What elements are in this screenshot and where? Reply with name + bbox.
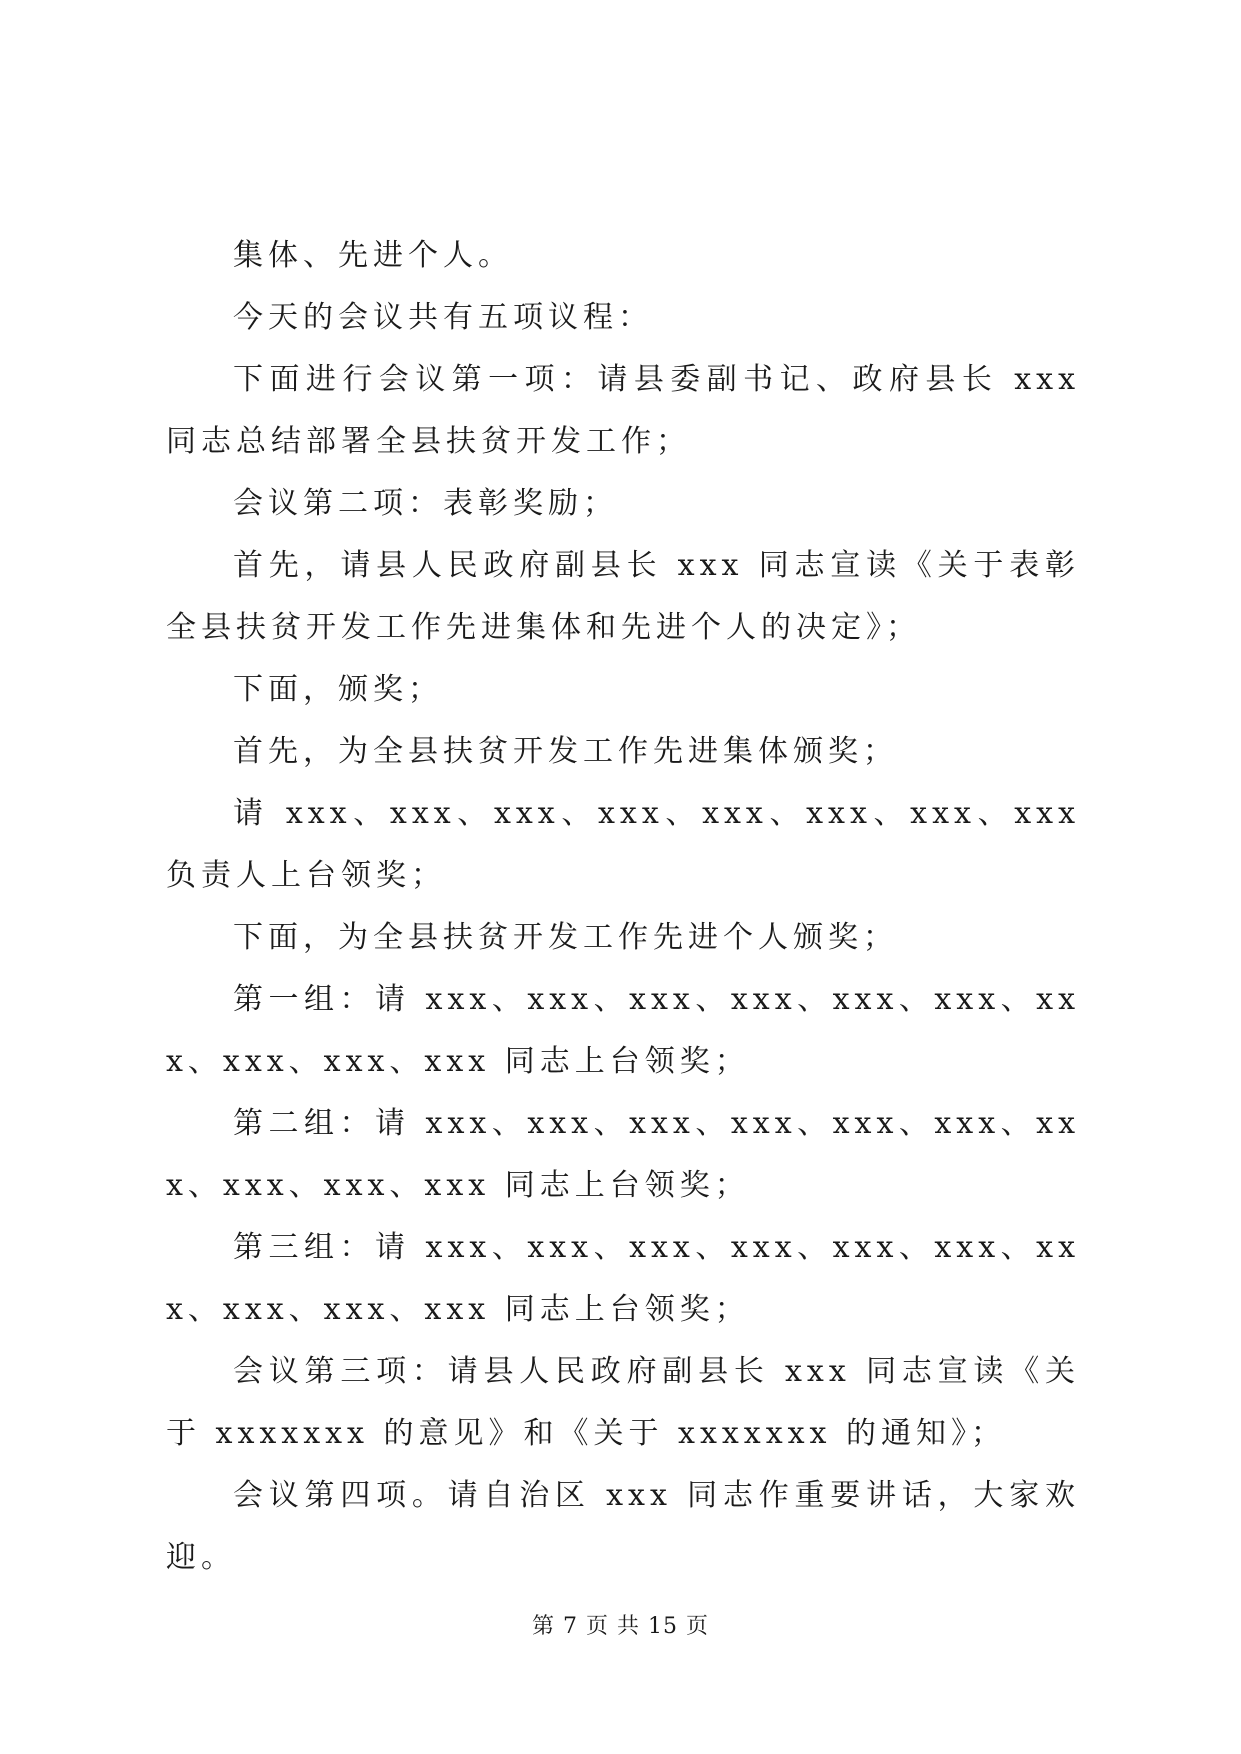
page-number-footer: 第 7 页 共 15 页 [532,1614,709,1639]
paragraph: 下面进行会议第一项：请县委副书记、政府县长 xxx 同志总结部署全县扶贫开发工作； [166,362,1080,459]
paragraph: 请 xxx、xxx、xxx、xxx、xxx、xxx、xxx、xxx 负责人上台领奖； [166,796,1080,893]
document-body [166,225,1080,1589]
paragraph: 下面，颁奖； [233,672,443,707]
paragraph: 会议第四项。请自治区 xxx 同志作重要讲话，大家欢迎。 [166,1478,1080,1575]
paragraph: 会议第三项：请县人民政府副县长 xxx 同志宣读《关于 xxxxxxx 的意见》和《关于 xxxxxxx 的通知》； [166,1354,1080,1451]
paragraph: 第三组：请 xxx、xxx、xxx、xxx、xxx、xxx、xxx、xxx、xxx、xxx 同志上台领奖； [166,1230,1080,1327]
paragraph: 首先，请县人民政府副县长 xxx 同志宣读《关于表彰全县扶贫开发工作先进集体和先进个人的决定》； [166,548,1080,645]
paragraph: 首先，为全县扶贫开发工作先进集体颁奖； [233,734,898,769]
paragraph: 会议第二项：表彰奖励； [233,486,618,521]
paragraph: 今天的会议共有五项议程： [233,300,653,335]
paragraph: 集体、先进个人。 [233,238,513,273]
paragraph: 第一组：请 xxx、xxx、xxx、xxx、xxx、xxx、xxx、xxx、xxx、xxx 同志上台领奖； [166,982,1080,1079]
paragraph: 下面，为全县扶贫开发工作先进个人颁奖； [233,920,898,955]
paragraph: 第二组：请 xxx、xxx、xxx、xxx、xxx、xxx、xxx、xxx、xxx、xxx 同志上台领奖； [166,1106,1080,1203]
